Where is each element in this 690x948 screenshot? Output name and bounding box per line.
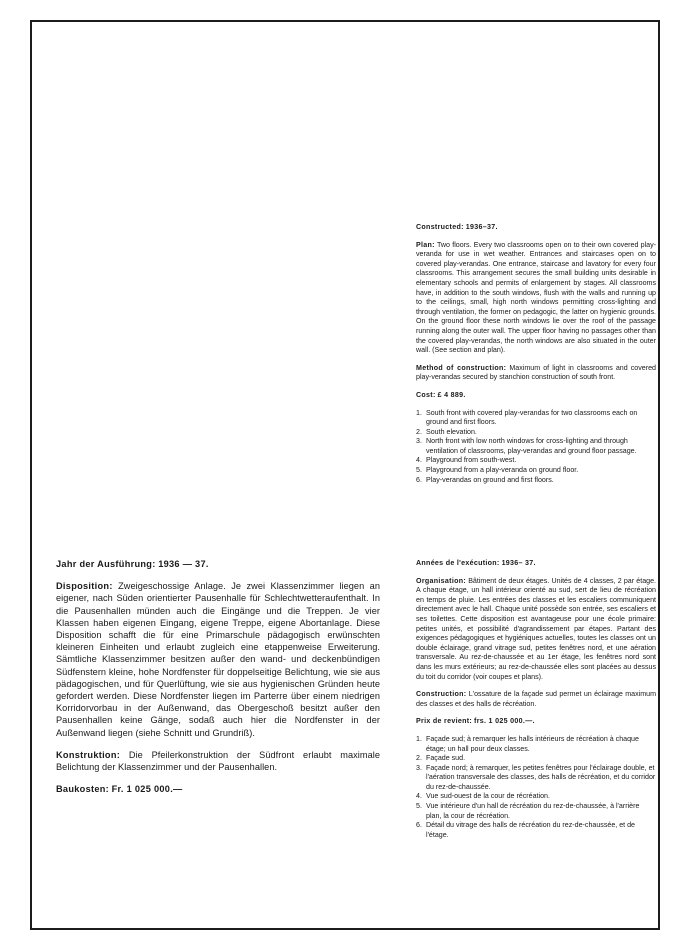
prix-label: Prix de revient: (416, 717, 473, 726)
cost-label: Cost: (416, 390, 436, 399)
baukosten-line (56, 783, 380, 795)
caption-text: Détail du vitrage des halls de récréation du rez-de-chaussée, et de l'étage. (426, 821, 635, 839)
caption-number: 3. (416, 763, 422, 772)
method-paragraph (416, 364, 656, 383)
caption-text: Playground from a play-veranda on ground floor. (426, 466, 579, 475)
constructed-label: Constructed: (416, 223, 464, 231)
caption-item (416, 456, 656, 466)
method-text: Maximum of light in classrooms and covered play-verandas secured by stanchion construction of south front. (416, 363, 656, 382)
caption-text: Vue sud-ouest de la cour de récréation. (426, 792, 550, 801)
french-caption-list (416, 735, 656, 841)
caption-number: 6. (416, 821, 422, 830)
caption-item (416, 409, 656, 428)
caption-item (416, 821, 656, 840)
german-text-block (56, 558, 380, 805)
caption-text: Vue intérieure d'un hall de récréation du rez-de-chaussée, à l'arrière plan, la cour de récréation. (426, 802, 640, 820)
prix-line (416, 717, 656, 727)
caption-number: 5. (416, 466, 422, 475)
konstruktion-text: Die Pfeilerkonstruktion der Südfront erlaubt maximale Belichtung der Klassenzimmer und der Pausenhallen. (56, 749, 380, 773)
plan-label: Plan: (416, 240, 435, 249)
english-caption-list (416, 409, 656, 486)
caption-item (416, 764, 656, 793)
plan-paragraph (416, 241, 656, 356)
organisation-label: Organisation: (416, 576, 467, 585)
caption-number: 1. (416, 734, 422, 743)
disposition-label: Disposition: (56, 581, 113, 592)
konstruktion-paragraph (56, 749, 380, 773)
caption-item (416, 792, 656, 802)
caption-item (416, 754, 656, 764)
cost-line (416, 391, 656, 401)
caption-item (416, 437, 656, 456)
baukosten-label: Baukosten: (56, 784, 110, 795)
caption-text: Façade sud; à remarquer les halls intérieurs de récréation à chaque étage; un hall pour deux classes. (426, 734, 639, 753)
caption-text: Façade sud. (426, 754, 466, 763)
caption-item (416, 428, 656, 438)
caption-number: 2. (416, 754, 422, 763)
caption-item (416, 802, 656, 821)
annees-label: Années de l'exécution: (416, 559, 500, 567)
caption-text: Playground from south-west. (426, 456, 517, 465)
construction-text: L'ossature de la façade sud permet un éclairage maximum des classes et des halls de récréation. (416, 690, 656, 708)
konstruktion-label: Konstruktion: (56, 749, 121, 760)
english-text-block (416, 223, 656, 485)
caption-text: Façade nord; à remarquer, les petites fenêtres pour l'éclairage double, et l'aération transversale des classes, des halls de récréation, et du corridor du rez-de-chaussée. (426, 763, 656, 791)
method-label: Method of construction: (416, 363, 507, 372)
caption-number: 5. (416, 802, 422, 811)
annees-value: 1936– 37. (501, 559, 536, 567)
caption-text: North front with low north windows for cross-lighting and through ventilation of classrooms, play-verandas and ground floor passage. (426, 437, 637, 455)
caption-number: 6. (416, 475, 422, 484)
caption-item (416, 735, 656, 754)
caption-text: South front with covered play-verandas for two classrooms each on ground and first floors. (426, 408, 638, 427)
caption-text: Play-verandas on ground and first floors. (426, 475, 554, 484)
disposition-text: Zweigeschossige Anlage. Je zwei Klassenzimmer liegen an eigener, nach Süden orientierter Pausenhalle für Schlechtwetteraufenthalt. In die Pausenhallen münden auch die Eingänge und die Treppen. Je vier Klassen haben eigenen Eingang, eigene Treppe, eigene Abortanlage. Diese Disposition schafft die für eine Primarschule pädagogisch erwünschten kleineren Einheiten und erlaubt zugleich eine etappenweise Erweiterung. Sämtliche Klassenzimmer besitzen außer den wand- und deckenbündigen Südfenstern kleine, hohe Nordfenster für doppelseitige Belichtung, wie sie aus pädagogischen, und für Querlüftung, wie sie aus hygienischen Gründen heute gefordert werden. Diese Nordfenster liegen im Parterre über einem niedrigen Korridorvorbau in der Außenwand, das Obergeschoß besitzt außer den Pausenhallen keine Gänge, sodaß auch hier die Nordfenster in der Außenwand liegen (siehe Schnitt und Grundriß). (56, 581, 380, 738)
prix-value: frs. 1 025 000.—. (474, 717, 535, 726)
caption-item (416, 476, 656, 486)
caption-number: 4. (416, 456, 422, 465)
constructed-line (416, 223, 656, 233)
caption-number: 3. (416, 437, 422, 446)
caption-text: South elevation. (426, 427, 477, 436)
caption-number: 1. (416, 408, 422, 417)
constructed-value: 1936–37. (465, 223, 498, 231)
plan-text: Two floors. Every two classrooms open on to their own covered play-veranda for use in wet weather. Entrances and staircases open on to covered play-verandas. One entrance, staircase and lavatory for every four classrooms. This arrangement secures the small building units desirable in elementary schools and permits of enlargement by stages. All classrooms have, in addition to the south windows, flush with the walls and running up to the ceilings, small, high north windows permitting cross-lighting and through ventilation, the former on pedagogic, the latter on hygienic grounds. On the ground floor these north windows lie over the roof of the passage running along the outer wall. The upper floor having no passages other than the covered play-verandas, the north windows are also situated in the outer wall. (See section and plan). (416, 240, 657, 355)
cost-value: £ 4 889. (437, 390, 466, 399)
baukosten-value: Fr. 1 025 000.— (111, 784, 183, 795)
year-value: 1936 — 37. (158, 559, 209, 569)
french-text-block (416, 559, 656, 840)
caption-item (416, 466, 656, 476)
caption-number: 2. (416, 427, 422, 436)
construction-label: Construction: (416, 690, 467, 699)
organisation-paragraph (416, 577, 656, 683)
annees-line (416, 559, 656, 569)
organisation-text: Bâtiment de deux étages. Unités de 4 classes, 2 par étage. A chaque étage, un hall intérieur orienté au sud, sert de lieu de récréation en temps de pluie. Les entrées des classes et les escaliers communiquent directement avec le hall. Chaque unité possède son entrée, ses escaliers et ses toilettes. Cette disposition est avantageuse pour une école primaire: petites unités, et possibilité d'agrandissement par étapes. Partant des exigences pédagogiques et hygiéniques actuelles, toutes les classes ont un double éclairage, grand vitrage sud, petites fenêtres nord, et une aération transversale. Au rez-de-chaussée et au 1er étage, les fenêtres nord sont dans les murs extérieurs; au rez-de-chaussée elles sont placées au dessus du toit du corridor (voir coupes et plans). (416, 576, 656, 681)
disposition-paragraph (56, 580, 380, 739)
year-label: Jahr der Ausführung: (56, 559, 156, 569)
year-line (56, 558, 380, 570)
construction-paragraph (416, 690, 656, 709)
caption-number: 4. (416, 792, 422, 801)
